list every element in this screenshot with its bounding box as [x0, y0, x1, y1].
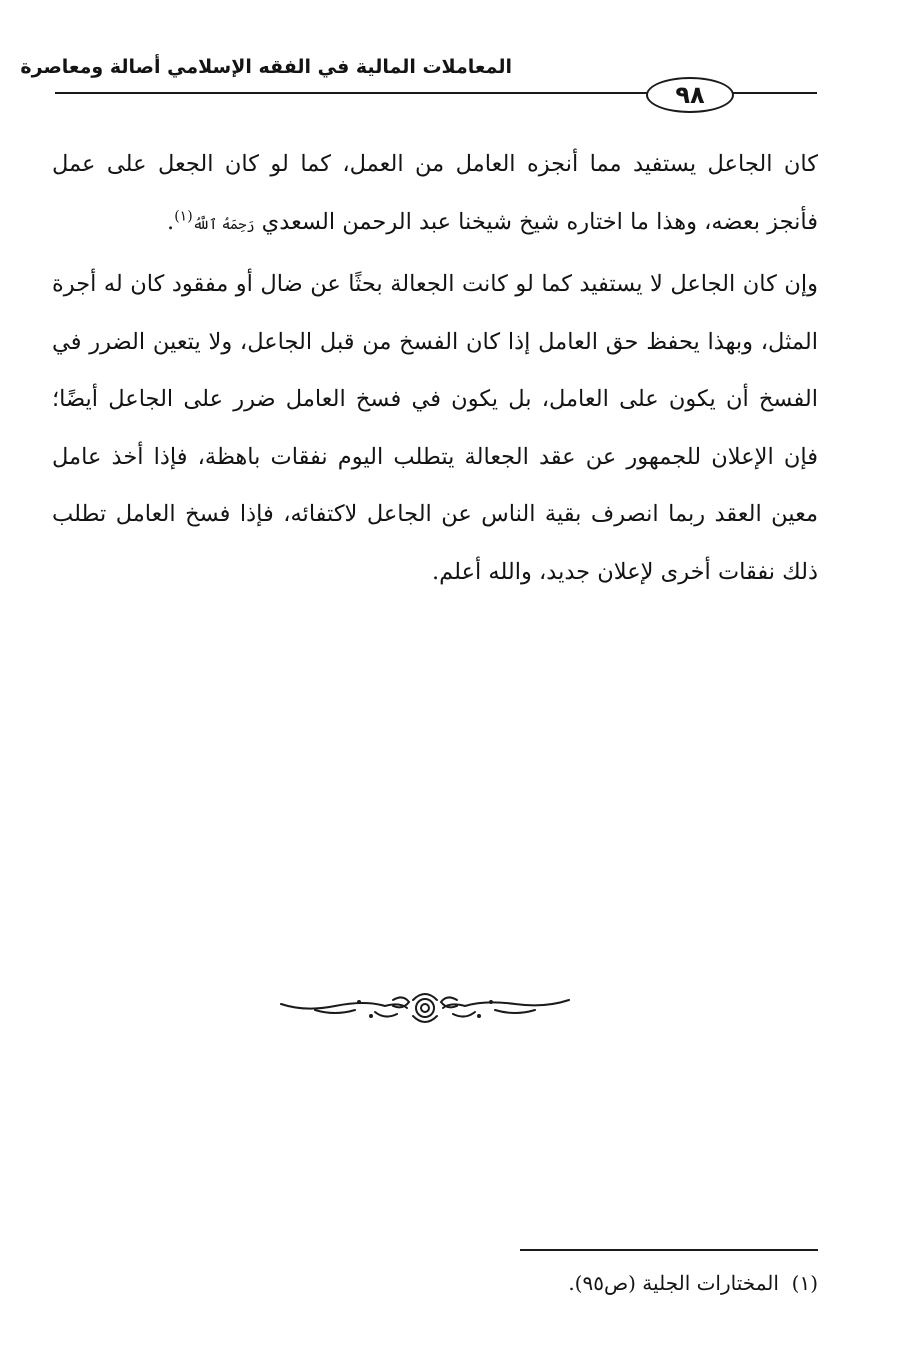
footnote-separator — [520, 1249, 818, 1251]
paragraph-1-text: كان الجاعل يستفيد مما أنجزه العامل من العمل، كما لو كان الجعل على عمل فأنجز بعضه، وهذا ما اختاره شيخ شيخنا عبد الرحمن السعدي — [52, 151, 818, 235]
footnote-text: المختارات الجلية (ص٩٥). — [568, 1271, 779, 1295]
paragraph-1 — [52, 136, 818, 254]
footnote-1 — [420, 1268, 818, 1298]
page-number-badge: ٩٨ — [646, 77, 734, 113]
section-ornament-icon — [275, 986, 575, 1030]
footnote-reference[interactable]: (١) — [174, 208, 193, 224]
paragraph-2: وإن كان الجاعل لا يستفيد كما لو كانت الجعالة بحثًا عن ضال أو مفقود كان له أجرة المثل، وبهذا يحفظ حق العامل إذا كان الفسخ من قبل الجاعل، ولا يتعين الضرر في الفسخ أن يكون على العامل، بل يكون في فسخ العامل ضرر على الجاعل أيضًا؛ فإن الإعلان للجمهور عن عقد الجعالة يتطلب اليوم نفقات باهظة، فإذا أخذ عامل معين العقد ربما انصرف بقية الناس عن الجاعل لاكتفائه، فإذا فسخ العامل تطلب ذلك نفقات أخرى لإعلان جديد، والله أعلم. — [52, 271, 818, 585]
paragraph-1-end: . — [167, 208, 175, 235]
running-header-title: المعاملات المالية في الفقه الإسلامي أصالة ومعاصرة — [20, 56, 512, 78]
blessing-phrase: رَحِمَهُ ٱللَّهُ — [192, 216, 255, 233]
footnote-marker: (١) — [791, 1271, 818, 1295]
main-text — [52, 136, 818, 601]
